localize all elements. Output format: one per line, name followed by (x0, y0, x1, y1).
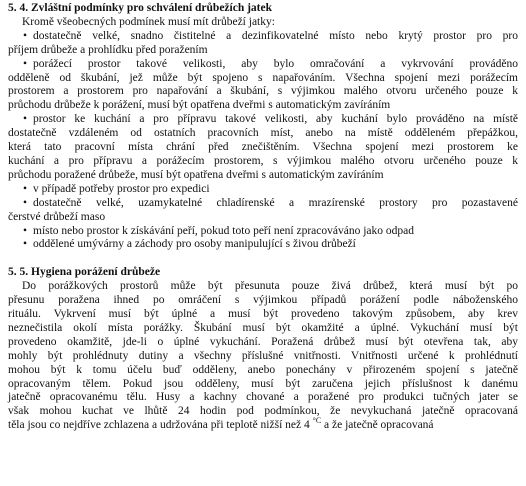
list-item-continuation: která tato pracovní místa chrání před znečištěním. Všechna spojení mezi prostorem ke (8, 141, 518, 154)
list-item-continuation: průchodu poražené drůbeže, musí být opatřena dveřmi s automatickým zavíráním (8, 168, 384, 181)
degree-symbol: °C (312, 416, 322, 426)
paragraph-line: mohou být k tomu účelu buď odděleny, anebo ponechány v přirozeném spojení s jatečně (8, 363, 518, 376)
list-item: • dostatečně velké, snadno čistitelné a dezinfikovatelné místo nebo krytý prostor pro pro (8, 30, 518, 44)
paragraph-line (8, 416, 518, 433)
list-item: • porážecí prostor takové velikosti, aby bylo omračování a vykrvování prováděno (8, 58, 518, 72)
list-item: • dostatečně velké, uzamykatelné chladírenské a mrazírenské prostory pro pozastavené (8, 197, 518, 211)
list-item: • místo nebo prostor k získávání peří, pokud toto peří není zpracováváno jako odpad (8, 225, 518, 239)
list-item-continuation: prostorem a prostorem pro napařování a škubání, s výjimkou malého otvoru určeného pouze k (8, 85, 518, 98)
section-gap (8, 252, 518, 266)
paragraph-line-start: těla jsou co nejdříve zchlazena a udržována při teplotě nižší než 4 (8, 419, 310, 432)
paragraph-line: jatečně opracovanému tělu. Husy a kachny chované a poražené pro produkci tučných jater se (8, 391, 518, 404)
list-item: • oddělené umývárny a záchody pro osoby manipulující s živou drůbeží (8, 238, 518, 252)
paragraph-line: mohly být prohlédnuty dutiny a všechny příslušné vnitřnosti. Vnitřnosti určené k prohlédnutí (8, 349, 518, 362)
section-heading-5-5: 5. 5. Hygiena porážení drůbeže (8, 266, 161, 279)
paragraph-line: Do porážkových prostorů může být přesunuta pouze živá drůbež, která musí být po (22, 280, 518, 293)
list-item: • v případě potřeby prostor pro expedici (8, 183, 518, 197)
list-item-continuation: čerstvé drůbeží maso (8, 210, 106, 223)
paragraph-line: opracovaným tělem. Pokud jsou odděleny, musí být zaručena jejich příslušnost k danému (8, 377, 518, 390)
list-item-continuation: průchodu drůbeže k porážení, musí být opatřena dveřmi s automatickým zavíráním (8, 99, 391, 112)
paragraph-line: neznečistila okolí místa porážky. Škubání musí být okamžité a úplné. Vykuchání musí být (8, 321, 518, 334)
list-item-continuation: kuchání a pro přípravu a porážecím prostorem, s výjimkou malého otvoru určeného pouze k (8, 154, 518, 167)
list-item: • prostor ke kuchání a pro přípravu takové velikosti, aby kuchání bylo prováděno na místě (8, 113, 518, 127)
list-item-continuation: dostatečně vzdáleném od ostatních pracovních míst, anebo na místě odděleném přepážkou, (8, 127, 518, 140)
paragraph-line-end: a že jatečně opracovaná (321, 419, 434, 432)
paragraph-line: rituálu. Vykrvení musí být úplné a musí být provedeno takovým způsobem, aby krev (8, 308, 518, 321)
section-heading-5-4: 5. 4. Zvláštní podmínky pro schválení drůbežích jatek (8, 2, 273, 14)
paragraph-line: přesunu poražena ihned po omráčení s výjimkou případů porážení podle náboženského (8, 294, 518, 307)
list-item-continuation: odděleně od škubání, jež může být spojeno s napařováním. Všechna spojení mezi porážecím (8, 71, 518, 84)
paragraph-line: provedeno okamžitě, jde-li o úplné vykuchání. Poražená drůbež musí být otevřena tak, aby (8, 335, 518, 348)
section-intro: Kromě všeobecných podmínek musí mít drůbeží jatky: (22, 15, 275, 28)
list-item-continuation: příjem drůbeže a prohlídku před poražením (8, 43, 208, 56)
paragraph-line: však mohou kuchat ve lhůtě 24 hodin pod podmínkou, že nevykuchaná jatečně opracovaná (8, 405, 518, 418)
